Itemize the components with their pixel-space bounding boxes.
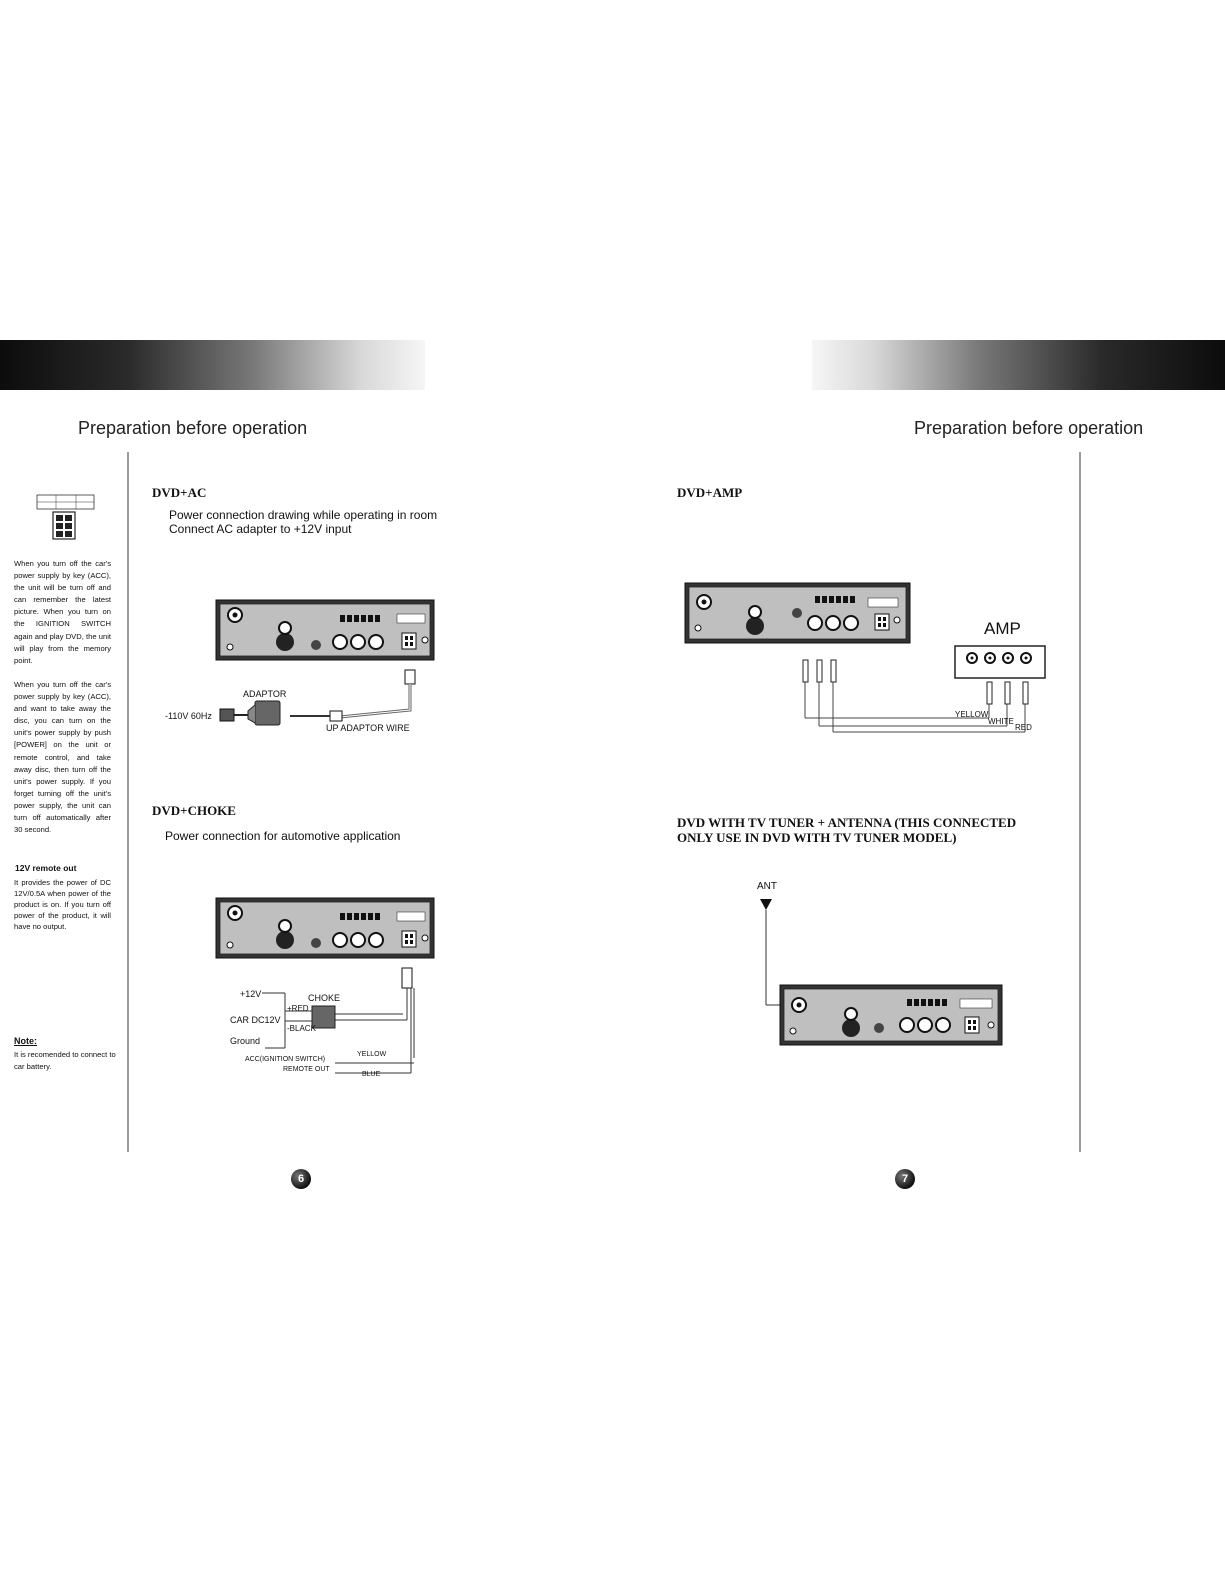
dvd-ac-line-1: Power connection drawing while operating in room <box>169 508 438 522</box>
note-text: It is recomended to connect to car battery. <box>14 1050 116 1072</box>
page-number-6: 6 <box>291 1169 311 1189</box>
blue-wire-label: BLUE <box>362 1071 381 1078</box>
left-page-title: Preparation before operation <box>78 418 308 438</box>
antenna-label: ANT <box>757 881 777 892</box>
amp-label: AMP <box>984 619 1021 638</box>
section-heading-tv-tuner-line-2: ONLY USE IN DVD WITH TV TUNER MODEL) <box>677 830 957 845</box>
dvd-choke-line-1: Power connection for automotive application <box>165 829 401 843</box>
section-heading-dvd-ac: DVD+AC <box>152 485 207 500</box>
remote-out-heading: 12V remote out <box>15 863 77 873</box>
section-heading-dvd-amp: DVD+AMP <box>677 485 743 500</box>
red-wire-label: +RED <box>287 1004 309 1013</box>
tv-tuner-diagram <box>755 895 1015 1055</box>
dvd-amp-diagram <box>680 578 1060 738</box>
car-dc-label: CAR DC12V <box>230 1015 281 1025</box>
section-heading-tv-tuner-line-1: DVD WITH TV TUNER + ANTENNA (THIS CONNECTED <box>677 815 1017 830</box>
left-divider <box>127 452 129 1152</box>
plus12v-label: +12V <box>240 989 262 999</box>
section-heading-dvd-choke: DVD+CHOKE <box>152 803 236 818</box>
yellow-wire-label: YELLOW <box>357 1051 387 1058</box>
black-wire-label: -BLACK <box>287 1024 316 1033</box>
right-header-bar <box>812 340 1225 390</box>
amp-red-label: RED <box>1015 723 1032 732</box>
dvd-unit-ac <box>216 600 434 660</box>
voltage-label: -110V 60Hz <box>165 711 212 721</box>
dvd-unit-tv <box>780 985 1002 1045</box>
right-divider <box>1079 452 1081 1152</box>
dvd-ac-line-2: Connect AC adapter to +12V input <box>169 522 352 536</box>
sidebar-paragraph-2: When you turn off the car's power supply by key (ACC), and want to take away the disc, you can turn on the unit's power supply by push [POWER] on the unit or remote control, and take away disc, then turn off the unit's power supply. If you forget turning off the unit's power supply, the unit can turn off automatically after 30 second. <box>14 680 111 835</box>
connector-diagram <box>36 494 96 546</box>
right-page-title: Preparation before operation <box>914 418 1144 438</box>
page-number-7: 7 <box>895 1169 915 1189</box>
adaptor-label: ADAPTOR <box>243 689 287 699</box>
amp-white-label: WHITE <box>988 717 1014 726</box>
remote-out-text: It provides the power of DC 12V/0.5A when power of the product is on. If you turn off power of the product, it will have no output. <box>14 878 111 931</box>
adaptor-wire-label: UP ADAPTOR WIRE <box>326 723 410 733</box>
acc-label: ACC(IGNITION SWITCH) <box>245 1056 326 1063</box>
choke-label: CHOKE <box>308 993 341 1003</box>
amp-yellow-label: YELLOW <box>955 710 989 719</box>
dvd-choke-diagram <box>150 893 450 1083</box>
adaptor-box <box>255 701 280 725</box>
dvd-unit-choke <box>216 898 434 958</box>
remote-out-label: REMOTE OUT <box>283 1066 330 1073</box>
sidebar-paragraph-1: When you turn off the car's power supply by key (ACC), the unit will be turn off and can remember the latest picture. When you turn on the IGNITION SWITCH again and play DVD, the unit will play from the memory point. <box>14 559 111 665</box>
note-heading: Note: <box>14 1036 37 1046</box>
dvd-unit-amp <box>685 583 910 643</box>
antenna-icon <box>760 899 772 910</box>
left-header-bar <box>0 340 425 390</box>
ground-label: Ground <box>230 1036 261 1046</box>
